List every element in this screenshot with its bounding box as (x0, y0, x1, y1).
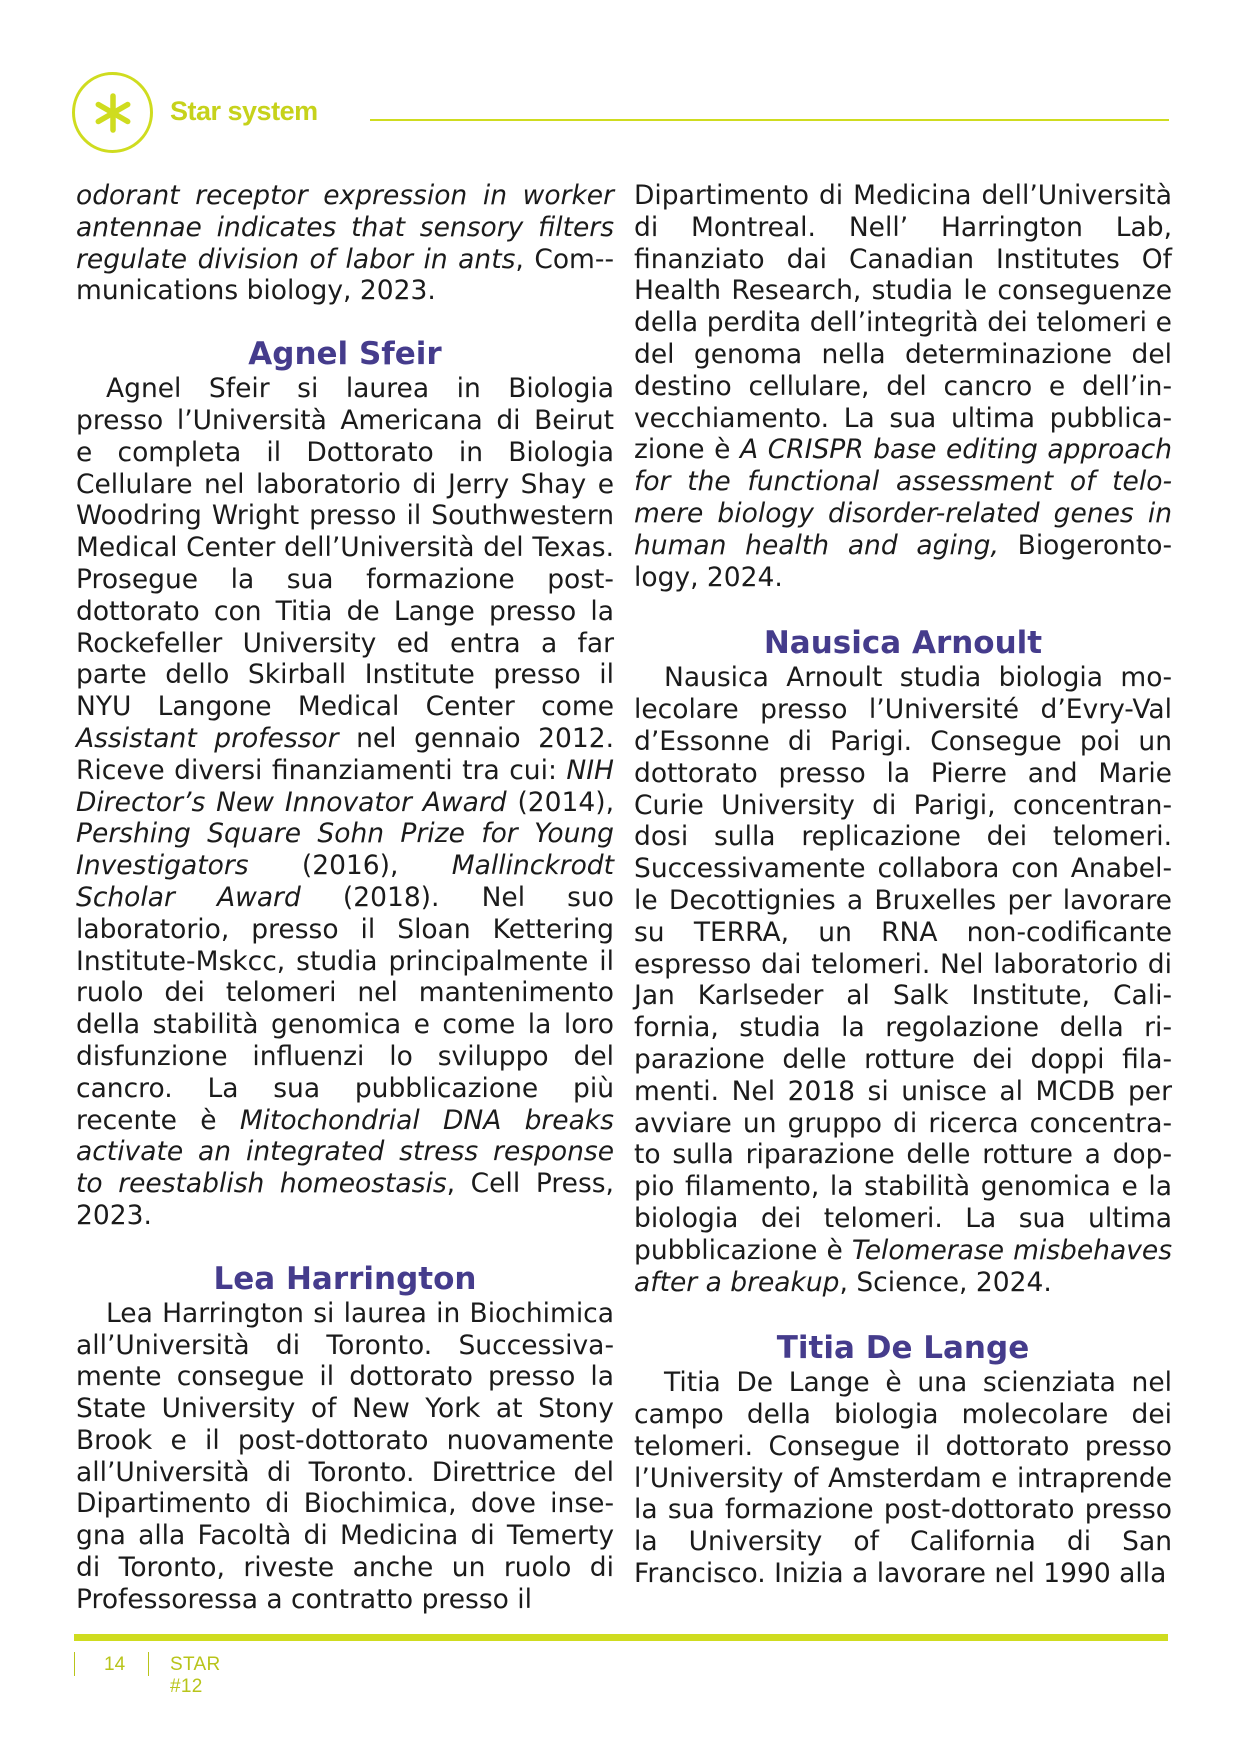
bio-text: Agnel Sfeir si laurea in Biologia presso l’Università Americana di Beirut e completa il Dottorato in Biologia Cellulare nel laboratorio di Jerry Shay e Woodring Wright presso il Southwestern Medical Center dell’Università del Texas. Prosegue la sua formazione post-dottorato con Titia de Lange presso la Rockefeller University ed entra a far parte dello Skirball Institute presso il NYU Langone Medical Center come (76, 373, 614, 723)
footer-separator (74, 1652, 75, 1676)
bio-titia-de-lange: Titia De Lange è una scienziata nel campo della biologia molecolare dei telomeri. Consegue il dottorato presso l’University of Amsterdam e intraprende la sua formazione post-dottorato presso la University of California di San Francisco. Inizia a lavorare nel 1990 alla (634, 1367, 1172, 1590)
bio-italic: Assistant professor (76, 722, 339, 754)
section-title: Star system (170, 96, 318, 126)
bio-text: Nausica Arnoult studia biologia molecolare presso l’Université d’Evry-Val d’Essonne di Parigi. Consegue poi un dottorato presso la Pierre and Marie Curie University di Parigi, concentrandosi sulla replicazione dei telomeri. Successivamente collabora con Anabelle Decottignies a Bruxelles per lavorare su TERRA, un RNA non-codificante espresso dai telomeri. Nel laboratorio di Jan Karlseder al Salk Institute, California, studia la regolazione della riparazione delle rotture dei doppi filamenti. Nel 2018 si unisce al MCDB per avviare un gruppo di ricerca concentrato sulla riparazione delle rotture a doppio filamento, la stabilità genomica e la biologia dei telomeri. La sua ultima pubblicazione è (634, 662, 1172, 1266)
page-header (72, 72, 1169, 162)
bio-text: (2018). Nel suo laboratorio, presso il Sloan Kettering Institute-Mskcc, studia principalmente il ruolo dei telomeri nel mantenimento della stabilità genomica e come la loro disfunzione influenzi lo sviluppo del cancro. La sua pubblicazione più recente è (76, 881, 614, 1136)
intro-paragraph (76, 180, 614, 307)
bio-italic: NIH Director’s New Innovator Award (76, 754, 614, 818)
bio-nausica-arnoult (634, 662, 1172, 1298)
magazine-issue: STAR #12 (170, 1654, 221, 1697)
bio-lea-harrington-continued (634, 180, 1172, 593)
footer-separator (148, 1652, 149, 1676)
bio-lea-harrington: Lea Harrington si laurea in Biochimica all’Università di Toronto. Successivamente consegue il dottorato presso la State University of New York at Stony Brook e il post-dottorato nuovamente all’Università di Toronto. Direttrice del Dipartimento di Biochimica, dove insegna alla Facoltà di Medicina di Temerty di Toronto, riveste anche un ruolo di Professoressa a contratto presso il (76, 1297, 614, 1615)
bio-italic: Mallinckrodt Scholar Award (76, 850, 614, 913)
bio-text: (2016), (248, 850, 452, 882)
bio-italic: Mitochondrial DNA breaks activate an integrated stress response to reestablish homeostasis (76, 1104, 614, 1200)
footer-divider (74, 1634, 1168, 1641)
bio-agnel-sfeir (76, 373, 614, 1232)
heading-nausica-arnoult: Nausica Arnoult (763, 625, 1043, 662)
left-column (76, 180, 614, 1616)
bio-text: (2014), (506, 786, 614, 818)
bio-text: Dipartimento di Medicina dell’Università di Montreal. Nell’ Harrington Lab, finanziato dai Canadian Institutes Of Health Research, studia le conseguenze della perdita dell’integrità dei telomeri e del genoma nella determinazione del destino cellulare, del cancro e dell’invecchiamento. La sua ultima pubblicazione è (634, 180, 1172, 466)
heading-titia-de-lange: Titia De Lange (776, 1330, 1030, 1367)
bio-text: , Cell Press, 2023. (76, 1168, 614, 1231)
bio-text: nel gennaio 2012. Riceve diversi finanziamenti tra cui: (76, 722, 614, 786)
bio-text: , Science, 2024. (839, 1266, 1052, 1298)
bio-italic: Telomerase misbehaves after a breakup (634, 1234, 1173, 1298)
asterisk-icon (91, 91, 135, 135)
page-number: 14 (104, 1654, 126, 1675)
section-logo (72, 72, 153, 153)
bio-text: Biogerontology, 2024. (634, 529, 1173, 593)
right-column (634, 180, 1172, 1590)
bio-italic: A CRISPR base editing approach for the functional assessment of telomere biology disorder-related genes in human health and aging, (634, 434, 1172, 561)
intro-source: , Com-munications biology, 2023. (76, 243, 614, 307)
intro-title: odorant receptor expression in worker antennae indicates that sensory filters regulate division of labor in ants (76, 180, 614, 275)
bio-italic: Pershing Square Sohn Prize for Young Investigators (76, 818, 614, 882)
heading-agnel-sfeir: Agnel Sfeir (248, 336, 442, 373)
header-divider (370, 119, 1169, 121)
heading-lea-harrington: Lea Harrington (213, 1260, 477, 1297)
